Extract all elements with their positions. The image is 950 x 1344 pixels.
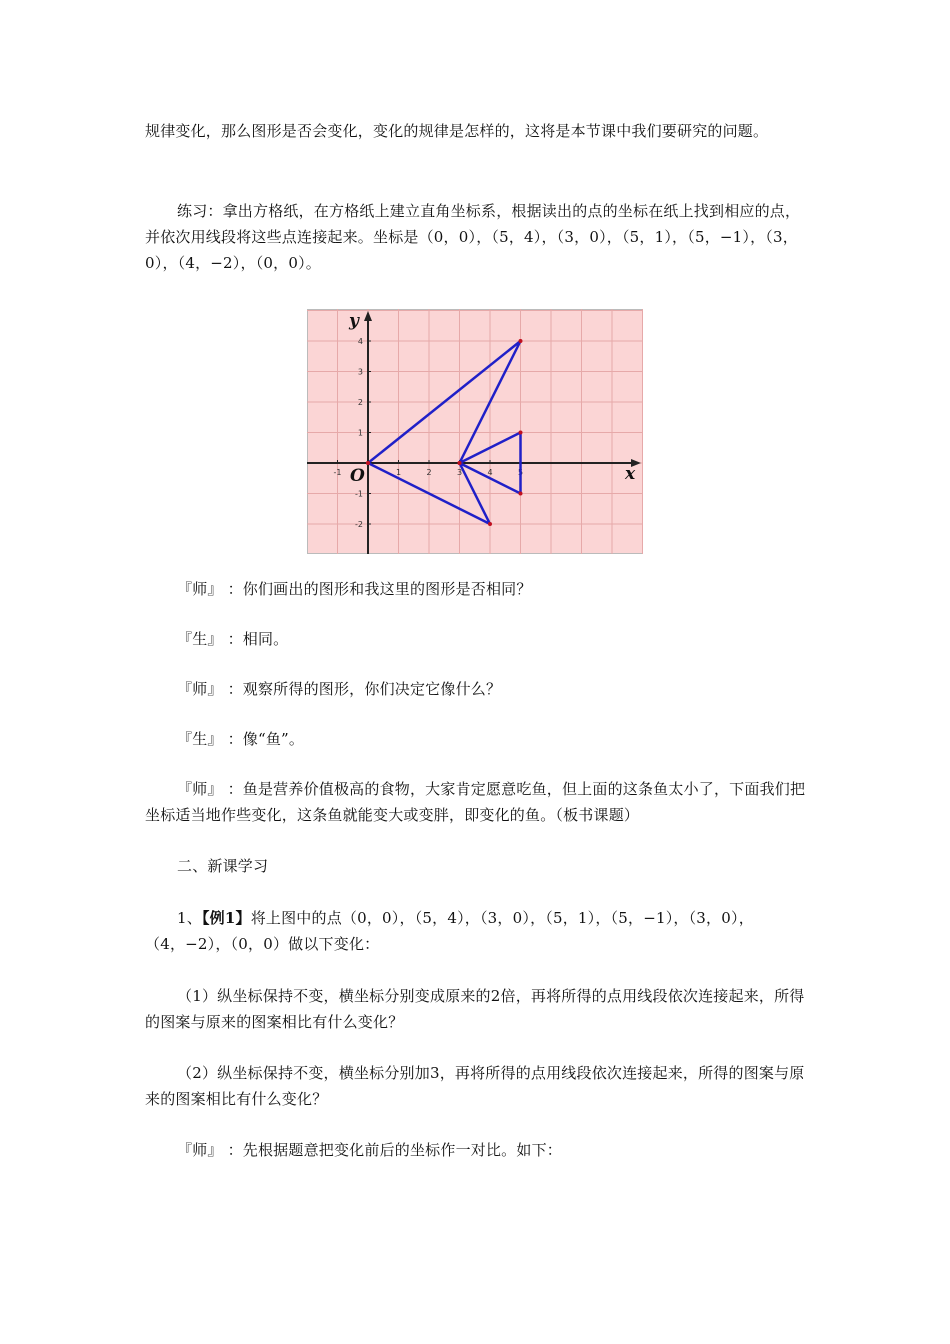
y-tick-label: 4: [357, 337, 363, 346]
x-tick-label: 1: [395, 468, 402, 477]
x-tick-label: 4: [487, 468, 493, 477]
x-tick-label: 2: [426, 468, 432, 477]
y-axis-label: y: [349, 311, 359, 331]
example-tag: 【例1】: [201, 909, 251, 927]
paragraph-exercise: 练习：拿出方格纸，在方格纸上建立直角坐标系，根据读出的点的坐标在纸上找到相应的点，并依次用线段将这些点连接起来。坐标是（0，0），（5，4），（3，0），（5，1），（5，−1），（3，0），（4，−2），（0，0）。: [145, 202, 801, 272]
x-axis-label: x: [625, 464, 636, 484]
paragraph-intro: 规律变化，那么图形是否会变化，变化的规律是怎样的，这将是本节课中我们要研究的问题。: [145, 122, 769, 140]
data-point: [519, 339, 523, 343]
dialogue-text: ：相同。: [227, 630, 289, 648]
speaker-teacher: 『师』: [177, 580, 223, 598]
speaker-student: 『生』: [177, 730, 223, 748]
final-dialogue-line: [145, 1137, 810, 1163]
fish-coordinate-figure: [307, 309, 643, 554]
x-tick-label: 5: [517, 468, 524, 477]
data-point: [366, 461, 370, 465]
data-point: [519, 492, 523, 496]
origin-label: O: [350, 466, 365, 486]
x-tick-label: -1: [333, 468, 342, 477]
dialogue-line-2: [145, 626, 810, 652]
speaker-teacher: 『师』: [177, 780, 223, 798]
speaker-teacher: 『师』: [177, 680, 223, 698]
dialogue-line-4: [145, 726, 810, 752]
dialogue-line-1: [145, 576, 810, 602]
dialogue-line-5: [145, 776, 810, 828]
dialogue-text: ：观察所得的图形，你们决定它像什么？: [227, 680, 502, 698]
y-tick-label: 2: [357, 398, 363, 407]
x-tick-label: 3: [456, 468, 463, 477]
y-tick-label: -2: [355, 520, 363, 529]
example-prefix: 1、: [177, 909, 202, 927]
data-point: [488, 522, 492, 526]
dialogue-text: ：你们画出的图形和我这里的图形是否相同？: [227, 580, 532, 598]
y-tick-label: 3: [357, 367, 363, 377]
data-point: [519, 431, 523, 435]
speaker-student: 『生』: [177, 630, 223, 648]
dialogue-line-3: [145, 676, 810, 702]
dialogue-text: ：像“鱼”。: [227, 730, 305, 748]
data-point: [458, 461, 462, 465]
dialogue-text: ：鱼是营养价值极高的食物，大家肯定愿意吃鱼，但上面的这条鱼太小了，下面我们把坐标适当地作些变化，这条鱼就能变大或变胖，即变化的鱼。（板书课题）: [145, 780, 806, 824]
question-1: （1）纵坐标保持不变，横坐标分别变成原来的2倍，再将所得的点用线段依次连接起来，所得的图案与原来的图案相比有什么变化？: [145, 987, 805, 1031]
y-tick-label: -1: [355, 489, 363, 499]
dialogue-text: ：先根据题意把变化前后的坐标作一对比。如下：: [227, 1141, 562, 1159]
example-text: 将上图中的点（0，0），（5，4），（3，0），（5，1），（5，−1），（3，0），（4，−2），（0，0）做以下变化：: [145, 909, 754, 953]
speaker-teacher: 『师』: [177, 1141, 223, 1159]
example-paragraph: [145, 905, 810, 957]
coordinate-plot: [307, 309, 643, 554]
section-heading: 二、新课学习: [177, 857, 269, 875]
question-2: （2）纵坐标保持不变，横坐标分别加3，再将所得的点用线段依次连接起来，所得的图案与原来的图案相比有什么变化？: [145, 1064, 805, 1108]
y-tick-label: 1: [357, 428, 363, 438]
